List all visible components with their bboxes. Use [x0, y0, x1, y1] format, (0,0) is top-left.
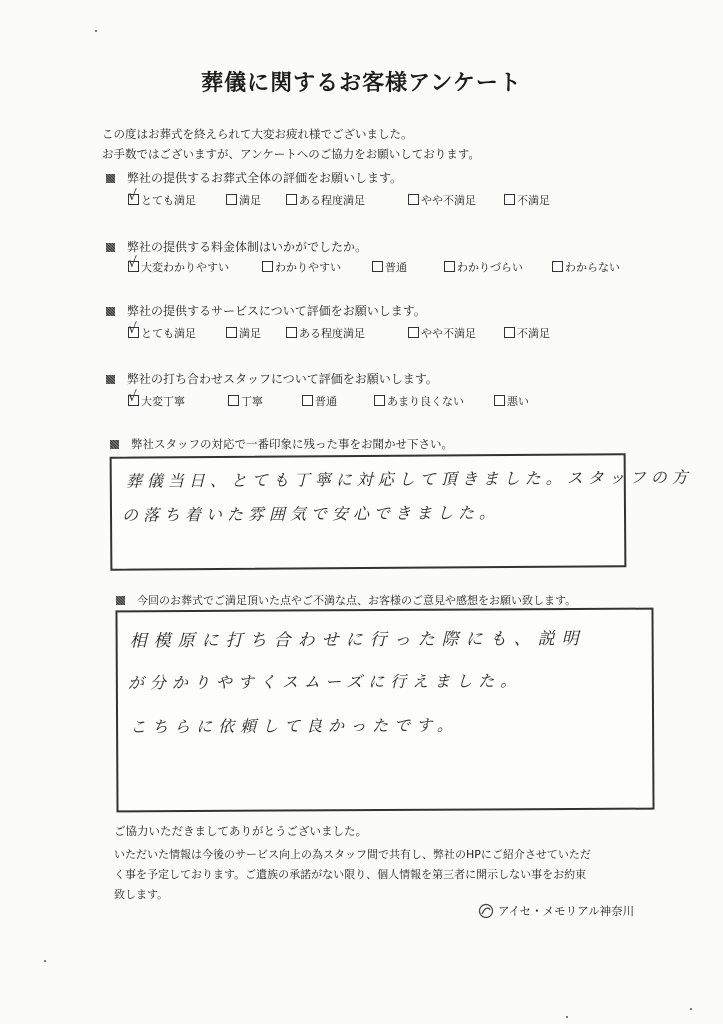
section-marker-icon [106, 174, 115, 183]
checkbox[interactable] [494, 395, 505, 406]
checkbox[interactable] [444, 261, 455, 272]
checkbox[interactable] [226, 327, 237, 338]
checkbox[interactable] [128, 321, 139, 338]
q1-option-3[interactable] [286, 192, 365, 208]
question-3-text: 弊社の提供するサービスについて評価をお願いします。 [127, 304, 426, 318]
option-label: わかりやすい [275, 261, 341, 274]
option-label: 満足 [239, 194, 261, 207]
question-4-text: 弊社の打ち合わせスタッフについて評価をお願いします。 [127, 372, 438, 386]
footer-thanks: ご協力いただきましてありがとうございました。 [114, 824, 367, 838]
page-title: 葬儀に関するお客様アンケート [201, 71, 522, 96]
option-label: 不満足 [517, 327, 550, 340]
check-mark-icon: √ [128, 188, 137, 204]
option-label: あまり良くない [387, 395, 464, 408]
checkbox[interactable] [504, 194, 515, 205]
free-question-2-text: 今回のお葬式でご満足頂いた点やご不満な点、お客様のご意見や感想をお願い致します。 [137, 594, 577, 607]
option-label: 大変丁寧 [141, 395, 185, 408]
check-mark-icon: √ [128, 389, 137, 405]
option-label: とても満足 [141, 327, 196, 340]
q4-option-5[interactable] [494, 393, 529, 409]
question-1-heading [106, 169, 402, 186]
q3-option-5[interactable] [504, 325, 550, 341]
answer-2-line-1: 相模原に打ち合わせに行った際にも、説明 [129, 628, 586, 652]
checkbox[interactable] [302, 395, 313, 406]
q3-option-4[interactable] [408, 325, 476, 341]
free-question-1-heading [110, 436, 453, 452]
option-label: とても満足 [141, 194, 196, 207]
option-label: やや不満足 [421, 194, 476, 207]
free-answer-1-box[interactable] [110, 453, 693, 571]
company-logo-icon [478, 903, 494, 919]
checkbox[interactable] [408, 327, 419, 338]
question-1-text: 弊社の提供するお葬式全体の評価をお願いします。 [127, 171, 403, 185]
q2-option-2[interactable] [262, 259, 341, 275]
question-3-options [128, 321, 588, 341]
option-label: 普通 [315, 395, 337, 408]
checkbox[interactable] [286, 327, 297, 338]
answer-1-line-1: 葬儀当日、とても丁寧に対応して頂きました。スタッフの方 [125, 467, 693, 491]
q2-option-5[interactable] [552, 259, 620, 275]
section-marker-icon [110, 440, 119, 449]
q4-option-1[interactable] [128, 389, 185, 409]
option-label: 大変わかりやすい [141, 261, 229, 274]
q1-option-5[interactable] [504, 192, 550, 208]
answer-2-line-2: が分かりやすくスムーズに行えました。 [127, 671, 523, 693]
scan-speck [95, 30, 97, 32]
free-question-2-heading [116, 592, 576, 608]
checkbox[interactable] [504, 327, 515, 338]
q1-option-2[interactable] [226, 192, 261, 208]
q3-option-3[interactable] [286, 325, 365, 341]
scan-speck [566, 1016, 568, 1018]
checkbox[interactable] [228, 395, 239, 406]
check-mark-icon: √ [128, 255, 137, 271]
scan-speck [690, 1008, 692, 1010]
option-label: 悪い [507, 395, 529, 408]
option-label: 不満足 [517, 194, 550, 207]
question-3-heading [106, 302, 426, 319]
free-question-1-text: 弊社スタッフの対応で一番印象に残った事をお聞かせ下さい。 [131, 437, 453, 451]
footer-privacy-line-2: く事を予定しております。ご遺族の承諾がない限り、個人情報を第三者に開示しない事をお約束 [114, 868, 587, 881]
section-marker-icon [106, 243, 115, 252]
question-4-options [128, 389, 558, 409]
checkbox[interactable] [262, 261, 273, 272]
question-1-options [128, 188, 588, 208]
option-label: 丁寧 [241, 395, 263, 408]
company-logo [478, 903, 634, 919]
option-label: 普通 [385, 261, 407, 274]
option-label: 満足 [239, 327, 261, 340]
checkbox[interactable] [286, 194, 297, 205]
footer-privacy-line-1: いただいた情報は今後のサービス向上の為スタッフ間で共有し、弊社のHPにご紹介させていただ [114, 848, 591, 861]
answer-2-line-3: こちらに依頼して良かったです。 [130, 715, 459, 737]
option-label: わかりづらい [457, 261, 523, 274]
option-label: ある程度満足 [299, 327, 365, 340]
check-mark-icon: √ [128, 321, 137, 337]
q4-option-3[interactable] [302, 393, 337, 409]
q2-option-4[interactable] [444, 259, 523, 275]
q4-option-4[interactable] [374, 393, 464, 409]
q1-option-1[interactable] [128, 188, 196, 208]
option-label: ある程度満足 [299, 194, 365, 207]
footer-privacy-line-3: 致します。 [114, 888, 169, 901]
q1-option-4[interactable] [408, 192, 476, 208]
checkbox[interactable] [128, 389, 139, 406]
checkbox[interactable] [552, 261, 563, 272]
scan-speck [44, 960, 46, 962]
checkbox[interactable] [128, 255, 139, 272]
q3-option-2[interactable] [226, 325, 261, 341]
section-marker-icon [106, 307, 115, 316]
answer-1-line-2: の落ち着いた雰囲気で安心できました。 [121, 503, 501, 525]
q3-option-1[interactable] [128, 321, 196, 341]
section-marker-icon [106, 375, 115, 384]
option-label: やや不満足 [421, 327, 476, 340]
question-2-heading [106, 238, 367, 255]
question-2-options [128, 255, 658, 275]
q4-option-2[interactable] [228, 393, 263, 409]
intro-line-1: この度はお葬式を終えられて大変お疲れ様でございました。 [102, 127, 413, 141]
checkbox[interactable] [128, 188, 139, 205]
option-label: わからない [565, 261, 620, 274]
intro-line-2: お手数ではございますが、アンケートへのご協力をお願いしております。 [102, 147, 480, 161]
q2-option-3[interactable] [372, 259, 407, 275]
company-name: アイセ・メモリアル神奈川 [498, 904, 635, 918]
checkbox[interactable] [372, 261, 383, 272]
section-marker-icon [116, 596, 125, 605]
checkbox[interactable] [226, 194, 237, 205]
free-answer-2-box[interactable] [115, 608, 654, 813]
question-2-text: 弊社の提供する料金体制はいかがでしたか。 [127, 240, 368, 254]
checkbox[interactable] [408, 194, 419, 205]
checkbox[interactable] [374, 395, 385, 406]
question-4-heading [106, 370, 438, 387]
q2-option-1[interactable] [128, 255, 229, 275]
